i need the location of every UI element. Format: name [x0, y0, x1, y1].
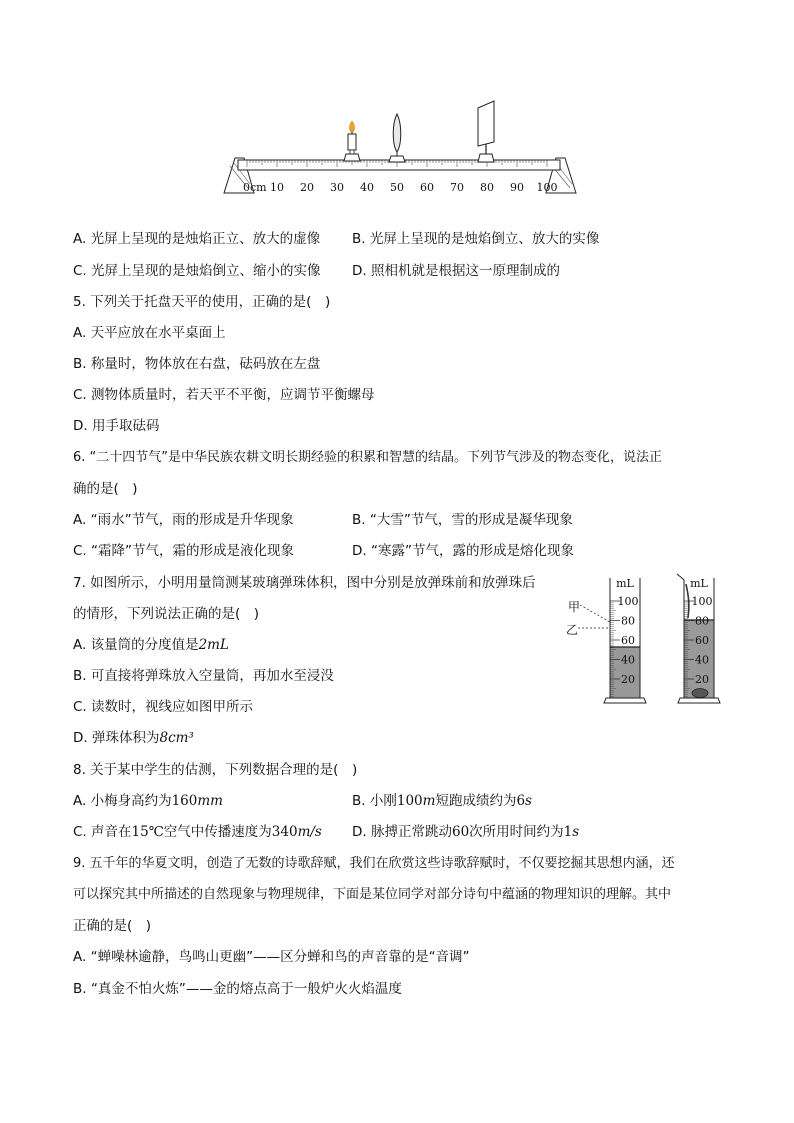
- cylinder-before: [604, 577, 646, 703]
- q8-option-d: D. 脉搏正常跳动60次所用时间约为1s: [352, 824, 580, 840]
- candle: [344, 121, 360, 161]
- q6-stem-line2: 确的是( ): [73, 481, 138, 497]
- bench-tick-label: 100: [536, 181, 558, 194]
- bench-tick-label: 0cm: [243, 181, 267, 194]
- optical-bench-figure: [220, 96, 580, 200]
- q4-option-c: C. 光屏上呈现的是烛焰倒立、缩小的实像: [73, 263, 321, 279]
- bench-tick-label: 50: [390, 181, 404, 194]
- cylinder-tick-label: 40: [621, 653, 635, 667]
- q5-option-d: D. 用手取砝码: [73, 418, 160, 434]
- glass-marble: [692, 689, 708, 698]
- q5-stem: 5. 下列关于托盘天平的使用，正确的是( ): [73, 294, 331, 310]
- cylinder-unit: mL: [690, 577, 708, 590]
- bench-tick-label: 10: [270, 181, 284, 194]
- q6-option-c: C. “霜降”节气，霜的形成是液化现象: [73, 543, 294, 559]
- q7-option-d-text: D. 弹珠体积为: [73, 730, 160, 746]
- q7-option-a-text: A. 该量筒的分度值是: [73, 637, 199, 653]
- label-yi: 乙: [566, 623, 579, 637]
- q9-stem-line3: 正确的是( ): [73, 918, 152, 934]
- q9-option-a: A. “蝉噪林逾静，鸟鸣山更幽”——区分蝉和鸟的声音靠的是“音调”: [73, 949, 470, 965]
- q5-option-c: C. 测物体质量时，若天平不平衡，应调节平衡螺母: [73, 387, 375, 403]
- q6-option-b: B. “大雪”节气，雪的形成是凝华现象: [352, 512, 573, 528]
- bench-tick-label: 20: [300, 181, 314, 194]
- cylinder-tick-label: 40: [695, 653, 709, 667]
- q7-stem-line1: 7. 如图所示，小明用量筒测某玻璃弹珠体积，图中分别是放弹珠前和放弹珠后: [73, 575, 536, 591]
- q6-option-a: A. “雨水”节气，雨的形成是升华现象: [73, 512, 294, 528]
- bench-tick-label: 30: [330, 181, 344, 194]
- cylinder-tick-label: 100: [691, 595, 713, 608]
- cylinder-after: [677, 574, 720, 703]
- q4-option-d: D. 照相机就是根据这一原理制成的: [352, 263, 560, 279]
- cylinder-tick-label: 60: [621, 634, 635, 647]
- convex-lens: [389, 114, 405, 162]
- cylinder-tick-label: 100: [617, 595, 639, 608]
- q5-option-a: A. 天平应放在水平桌面上: [73, 325, 226, 341]
- cylinder-tick-label: 20: [695, 673, 709, 686]
- cylinder-unit: mL: [616, 577, 634, 590]
- q7-stem-line2: 的情形，下列说法正确的是( ): [73, 606, 260, 622]
- q7-option-d-value: 8cm³: [159, 730, 194, 746]
- q7-option-d: [73, 729, 194, 747]
- q6-option-d: D. “寒露”节气，露的形成是熔化现象: [352, 543, 574, 559]
- q4-option-a: A. 光屏上呈现的是烛焰正立、放大的虚像: [73, 231, 321, 247]
- bench-tick-label: 70: [450, 181, 464, 194]
- q7-option-b: B. 可直接将弹珠放入空量筒，再加水至浸没: [73, 668, 334, 684]
- q8-option-a: A. 小梅身高约为160mm: [73, 793, 223, 809]
- bench-tick-label: 80: [480, 181, 494, 194]
- light-screen: [478, 101, 494, 162]
- q8-option-c: C. 声音在15℃空气中传播速度为340m/s: [73, 824, 322, 840]
- q4-option-b: B. 光屏上呈现的是烛焰倒立、放大的实像: [352, 231, 600, 247]
- q6-stem-line1: 6. “二十四节气”是中华民族农耕文明长期经验的积累和智慧的结晶。下列节气涉及的物态变化，说法正: [73, 450, 663, 465]
- cylinder-tick-label: 60: [695, 634, 709, 647]
- q7-option-a: [73, 636, 229, 654]
- cylinder-tick-label: 80: [621, 614, 635, 628]
- q7-option-c: C. 读数时，视线应如图甲所示: [73, 699, 254, 715]
- bench-tick-label: 90: [510, 181, 524, 194]
- bench-tick-label: 40: [360, 181, 374, 194]
- q9-stem-line1: 9. 五千年的华夏文明，创造了无数的诗歌辞赋，我们在欣赏这些诗歌辞赋时，不仅要挖掘其思想内涵，还: [73, 856, 675, 871]
- bench-tick-label: 60: [420, 181, 434, 194]
- q8-option-b: B. 小刚100m短跑成绩约为6s: [352, 793, 532, 809]
- cylinder-tick-label: 80: [695, 614, 709, 628]
- q8-stem: 8. 关于某中学生的估测，下列数据合理的是( ): [73, 762, 358, 778]
- cylinder-tick-label: 20: [621, 673, 635, 686]
- label-jia: 甲: [568, 600, 581, 614]
- q5-option-b: B. 称量时，物体放在右盘，砝码放在左盘: [73, 356, 321, 372]
- graduated-cylinders-figure: [560, 570, 730, 710]
- q7-option-a-value: 2mL: [198, 637, 229, 653]
- q9-option-b: B. “真金不怕火炼”——金的熔点高于一般炉火火焰温度: [73, 981, 402, 997]
- q9-stem-line2: 可以探究其中所描述的自然现象与物理规律，下面是某位同学对部分诗句中蕴涵的物理知识的理解。其中: [73, 887, 672, 902]
